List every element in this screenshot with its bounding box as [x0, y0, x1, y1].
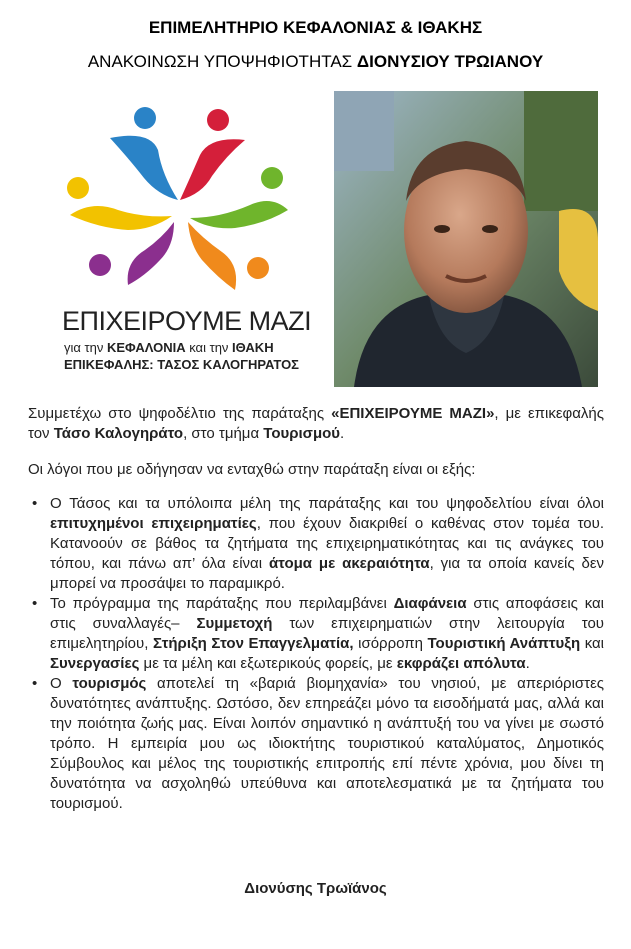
- announcement-subtitle: [0, 52, 631, 72]
- document-title: ΕΠΙΜΕΛΗΤΗΡΙΟ ΚΕΦΑΛΟΝΙΑΣ & ΙΘΑΚΗΣ: [148, 18, 483, 37]
- candidate-name: ΔΙΟΝΥΣΙΟΥ ΤΡΩΙΑΝΟΥ: [356, 52, 544, 71]
- intro-paragraph: Συμμετέχω στο ψηφοδέλτιο της παράταξης «ΕΠΙΧΕΙΡΟΥΜΕ ΜΑΖΙ», με επικεφαλής τον Τάσο Καλογηράτο, στο τμήμα Τουρισμού.: [28, 405, 604, 442]
- logo-name: ΕΠΙΧΕΙΡΟΥΜΕ ΜΑΖΙ: [62, 306, 312, 336]
- party-logo: [40, 100, 320, 380]
- logo-leader: ΕΠΙΚΕΦΑΛΗΣ: ΤΑΣΟΣ ΚΑΛΟΓΗΡΑΤΟΣ: [64, 357, 299, 372]
- list-item: • Ο τουρισμός αποτελεί τη «βαριά βιομηχανία» του νησιού, με απεριόριστες δυνατότητες ανάπτυξης. Ωστόσο, δεν επηρεάζει μόνο τα εισοδήματά μας, αλλά και την ποιότητα ζωής μας. Είναι λοιπόν σημαντικό η ανάπτυξή του να γίνει με σωστό τρόπο. Η εμπειρία μου ως ιδιοκτήτης τουριστικού καταλύματος, Δημοτικός Σύμβουλος και μέλος της τουριστικής επιτροπής επί πέντε χρόνια, μου δίνει τη δυνατότητα να ασχοληθώ υπεύθυνα και αποτελεσματικά με τα ζητήματα του τουρισμού.: [28, 674, 604, 814]
- subtitle-prefix: ΑΝΑΚΟΙΝΩΣΗ ΥΠΟΨΗΦΙΟΤΗΤΑΣ: [87, 52, 357, 71]
- list-item: • Το πρόγραμμα της παράταξης που περιλαμβάνει Διαφάνεια στις αποφάσεις και στις συναλλαγές– Συμμετοχή των επιχειρηματιών στην λειτουργία του επιμελητηρίου, Στήριξη Στον Επαγγελματία, ισόρροπη Τουριστική Ανάπτυξη και Συνεργασίες με τα μέλη και εξωτερικούς φορείς, με εκφράζει απόλυτα.: [28, 594, 604, 674]
- list-item: • Ο Τάσος και τα υπόλοιπα μέλη της παράταξης και του ψηφοδελτίου είναι όλοι επιτυχημένοι επιχειρηματίες, που έχουν διακριθεί ο καθένας στον τομέα του. Κατανοούν σε βάθος τα ζητήματα της επιχειρηματικότητας και τις ανάγκες του τόπου, και πάνω απ’ όλα είναι άτομα με ακεραιότητα, για τα οποία κανείς δεν μπορεί να προσάψει το παραμικρό.: [28, 494, 604, 594]
- signature: Διονύσης Τρωϊάνος: [244, 880, 387, 897]
- reasons-list: [28, 494, 604, 814]
- logo-tagline: για την ΚΕΦΑΛΟΝΙΑ και την ΙΘΑΚΗ: [64, 340, 274, 355]
- candidate-photo: [334, 91, 598, 387]
- candidate-portrait-icon: [334, 91, 598, 387]
- logo-figures-icon: [40, 100, 320, 310]
- reasons-intro: Οι λόγοι που με οδήγησαν να ενταχθώ στην παράταξη είναι οι εξής:: [28, 461, 476, 478]
